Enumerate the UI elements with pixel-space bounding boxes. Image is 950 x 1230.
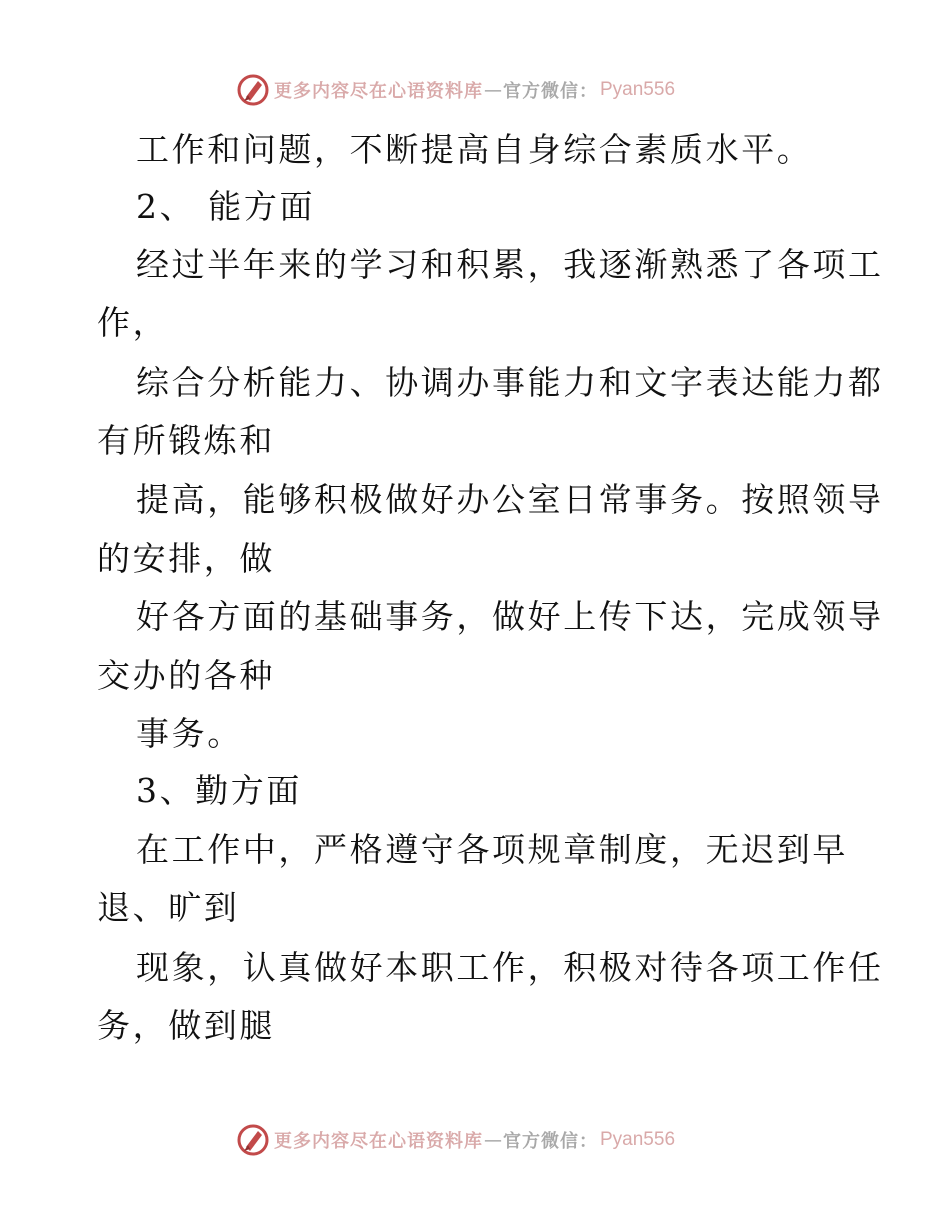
text-line-16: 务，做到腿 [97,1006,275,1045]
header-watermark [236,72,675,108]
text-line-6: 有所锻炼和 [97,421,275,460]
text-line-9: 好各方面的基础事务，做好上传下达，完成领导 [136,597,884,636]
watermark-label-text: 官方微信： [503,1131,598,1152]
pen-nib-logo-icon [236,73,270,107]
watermark-dash: — [484,79,502,101]
footer-watermark [236,1122,675,1158]
watermark-site-text: 更多内容尽在心语资料库 [274,1131,483,1152]
section-heading-3: 3、勤方面 [136,771,302,810]
text-line-8: 的安排，做 [97,539,275,578]
text-line-7: 提高，能够积极做好办公室日常事务。按照领导 [136,480,884,519]
section-heading-2: 2、 能方面 [136,187,316,226]
text-line-3: 经过半年来的学习和积累，我逐渐熟悉了各项工 [136,245,884,284]
text-line-11: 事务。 [136,714,243,753]
text-line-10: 交办的各种 [97,656,275,695]
text-line-15: 现象，认真做好本职工作，积极对待各项工作任 [136,948,884,987]
watermark-label-text: 官方微信： [503,81,598,102]
watermark-account: Pyan556 [600,79,676,100]
watermark-account: Pyan556 [600,1129,676,1150]
text-line-1: 工作和问题，不断提高自身综合素质水平。 [136,130,813,169]
pen-nib-logo-icon [236,1123,270,1157]
watermark-dash: — [484,1129,502,1151]
text-line-5: 综合分析能力、协调办事能力和文字表达能力都 [136,363,884,402]
text-line-4: 作， [97,303,169,342]
watermark-site-text: 更多内容尽在心语资料库 [274,81,483,102]
text-line-14: 退、旷到 [97,888,240,927]
text-line-13: 在工作中，严格遵守各项规章制度，无迟到早 [136,830,848,869]
